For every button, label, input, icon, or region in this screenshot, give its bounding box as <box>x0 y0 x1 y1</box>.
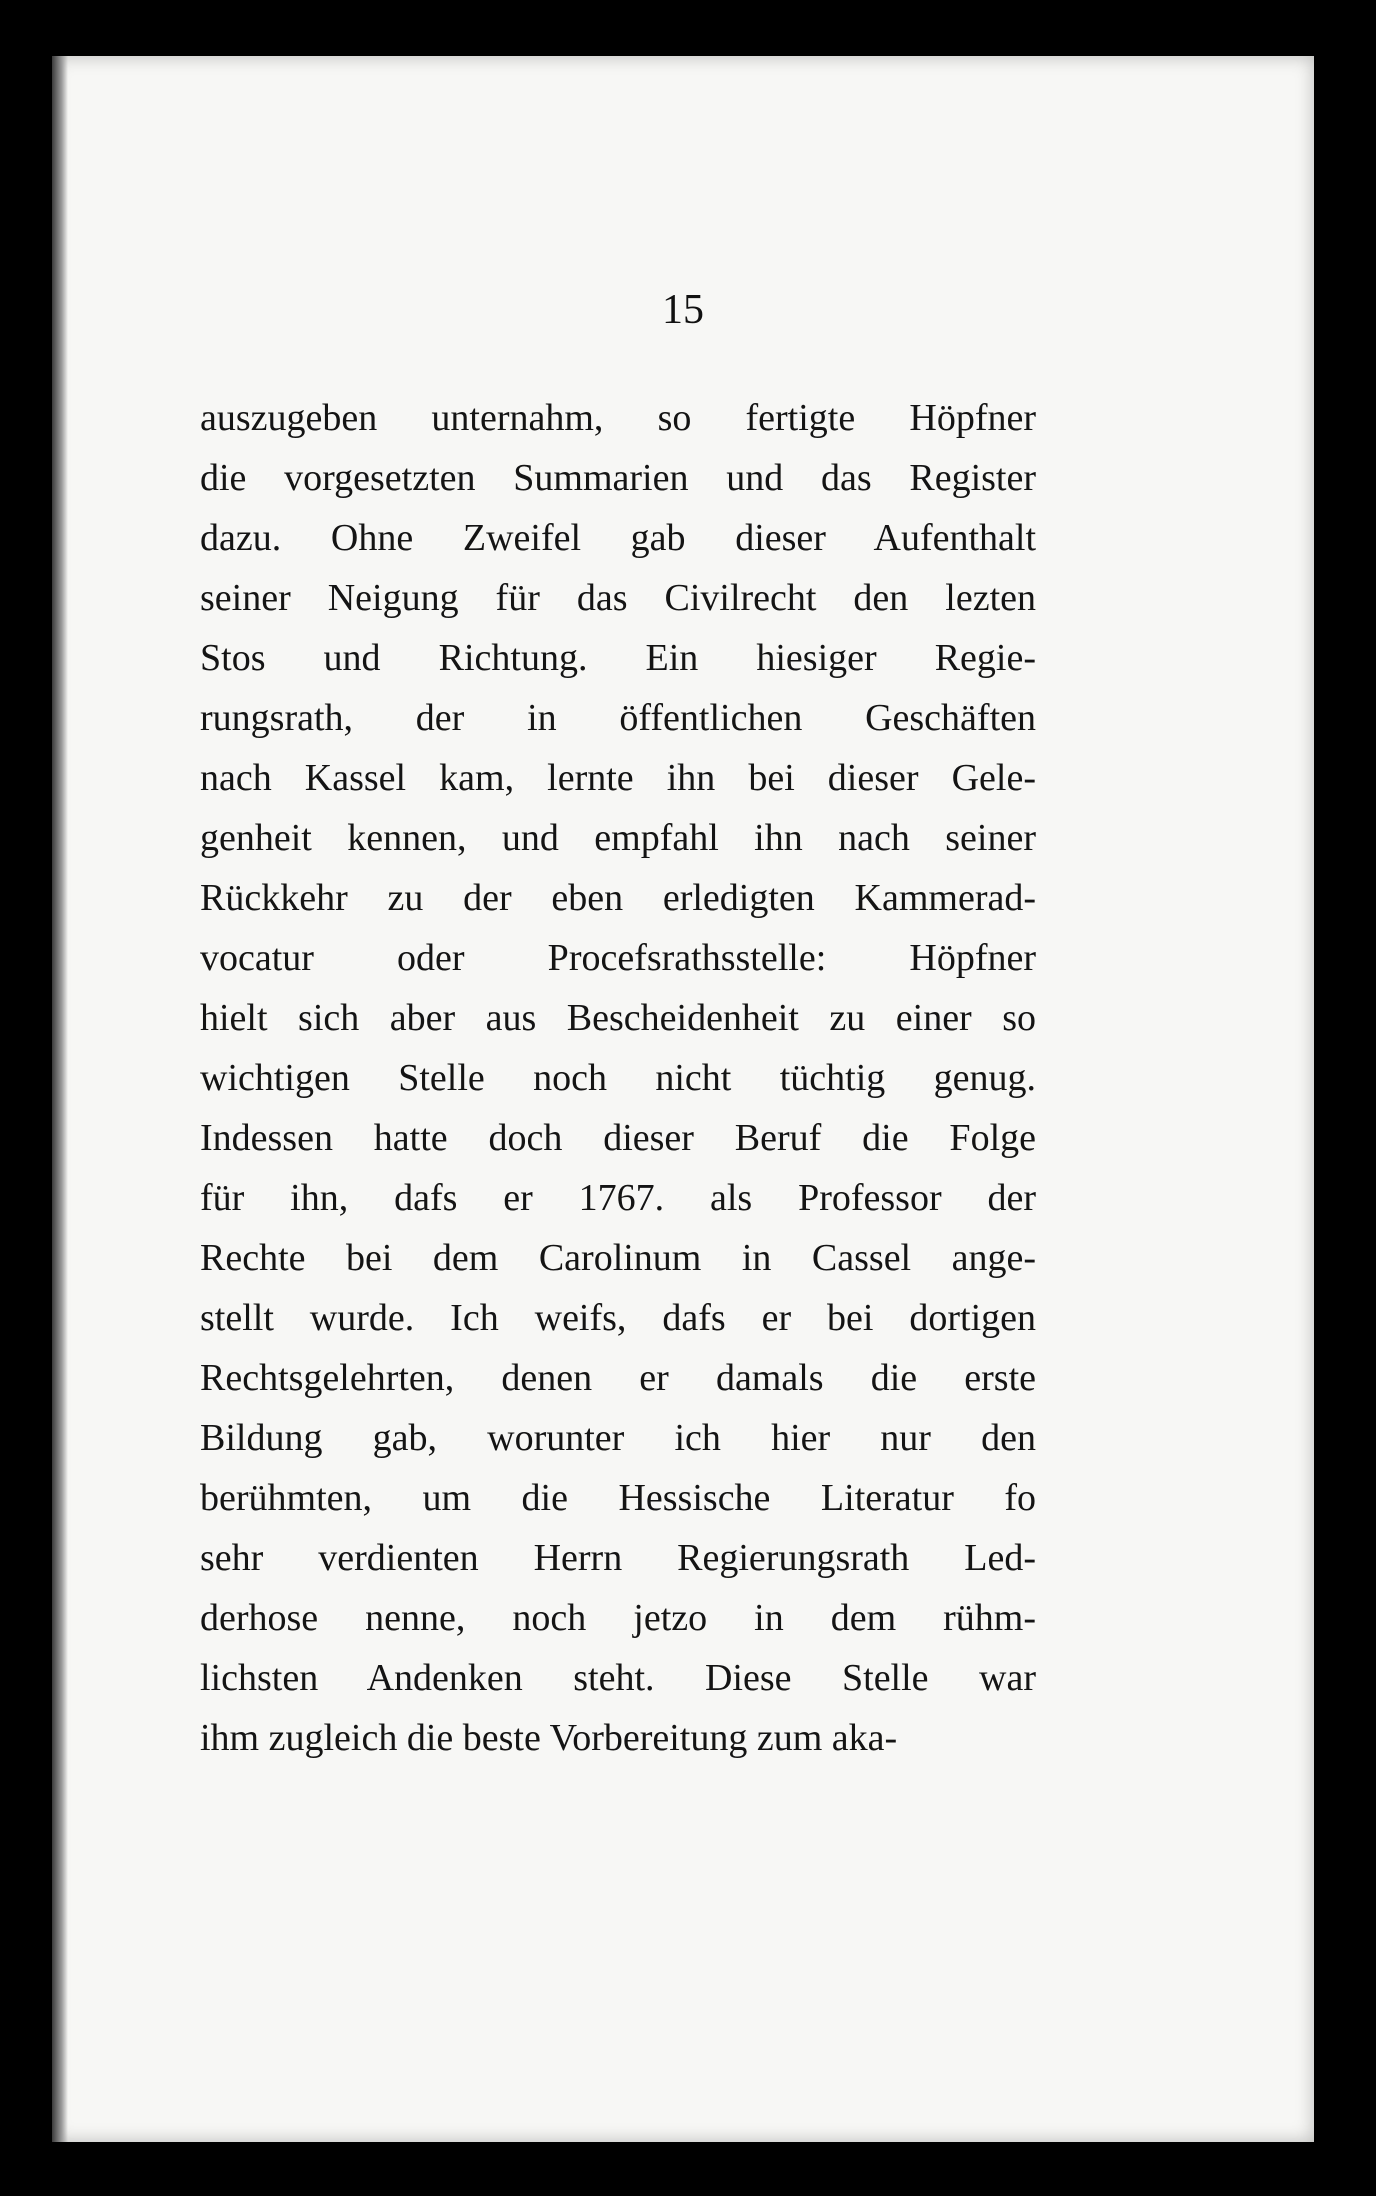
text-line: für ihn, dafs er 1767. als Professor der <box>200 1177 1036 1219</box>
text-line: Rechte bei dem Carolinum in Cassel ange- <box>200 1237 1036 1279</box>
text-line: Stos und Richtung. Ein hiesiger Regie- <box>200 637 1036 679</box>
text-line: nach Kassel kam, lernte ihn bei dieser Gele- <box>200 757 1036 799</box>
text-line: dazu. Ohne Zweifel gab dieser Aufenthalt <box>200 517 1036 559</box>
text-line: genheit kennen, und empfahl ihn nach seiner <box>200 817 1036 859</box>
text-line: seiner Neigung für das Civilrecht den lezten <box>200 577 1036 619</box>
text-line: derhose nenne, noch jetzo in dem rühm- <box>200 1597 1036 1639</box>
text-line: wichtigen Stelle noch nicht tüchtig genug. <box>200 1057 1036 1099</box>
text-line: Rückkehr zu der eben erledigten Kammerad- <box>200 877 1036 919</box>
text-line: hielt sich aber aus Bescheidenheit zu einer so <box>200 997 1036 1039</box>
book-page <box>52 56 1314 2142</box>
text-line: die vorgesetzten Summarien und das Register <box>200 457 1036 499</box>
text-line: sehr verdienten Herrn Regierungsrath Led- <box>200 1537 1036 1579</box>
text-line: ihm zugleich die beste Vorbereitung zum aka- <box>200 1717 898 1759</box>
text-line: lichsten Andenken steht. Diese Stelle war <box>200 1657 1036 1699</box>
text-line: Rechtsgelehrten, denen er damals die erste <box>200 1357 1036 1399</box>
body-text <box>200 388 1036 1768</box>
text-line: Bildung gab, worunter ich hier nur den <box>200 1417 1036 1459</box>
page-number: 15 <box>662 287 704 333</box>
text-line: berühmten, um die Hessische Literatur fo <box>200 1477 1036 1519</box>
text-line: rungsrath, der in öffentlichen Geschäften <box>200 697 1036 739</box>
text-line: stellt wurde. Ich weifs, dafs er bei dortigen <box>200 1297 1036 1339</box>
text-line: vocatur oder Procefsrathsstelle: Höpfner <box>200 937 1036 979</box>
text-line: auszugeben unternahm, so fertigte Höpfner <box>200 397 1036 439</box>
text-line: Indessen hatte doch dieser Beruf die Folge <box>200 1117 1036 1159</box>
